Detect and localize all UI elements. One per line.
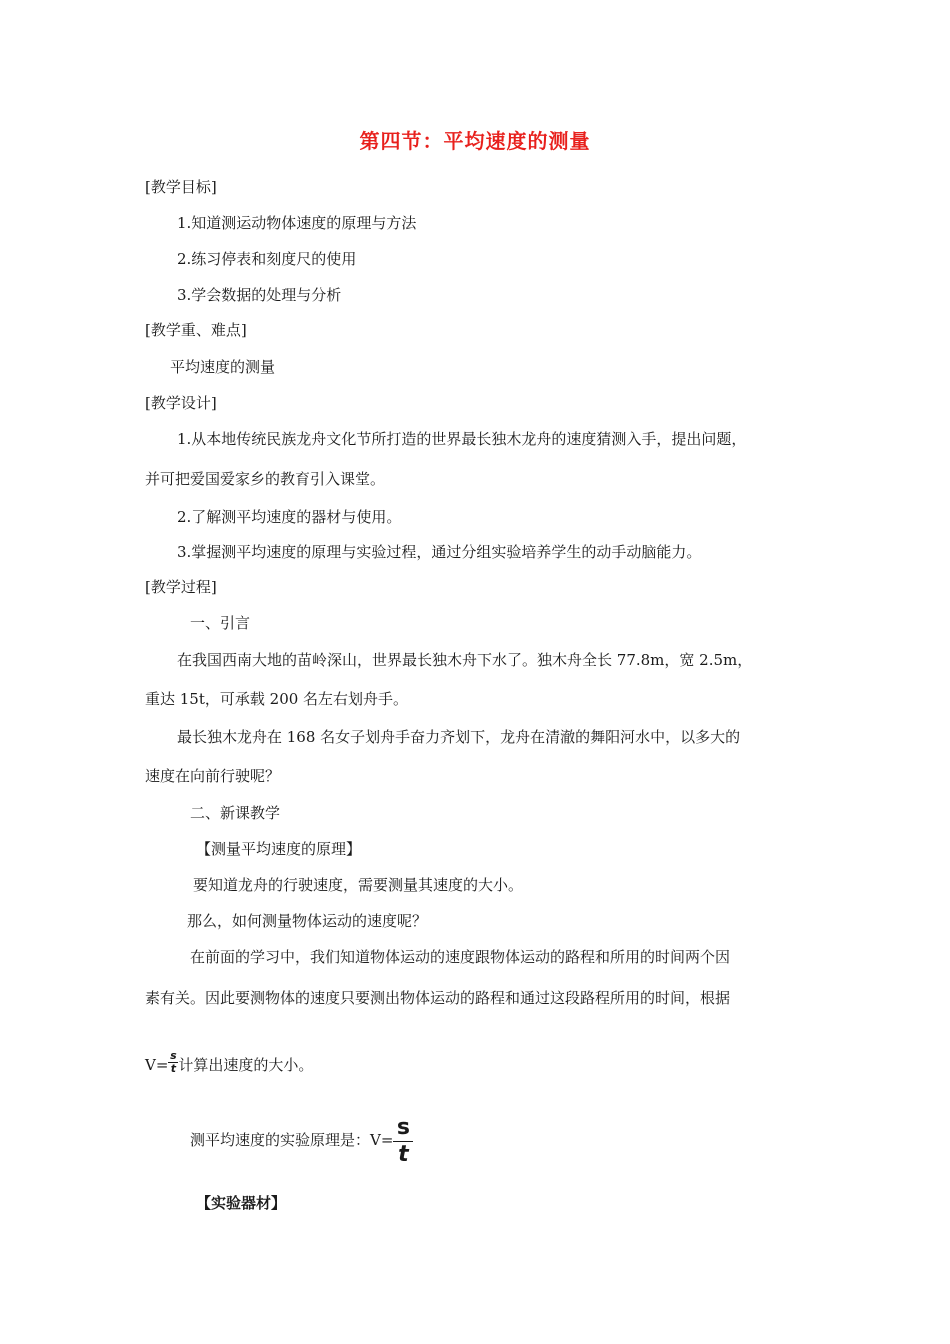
subheading-equipment: 【实验器材】 (196, 1194, 287, 1212)
formula-1-prefix: V= (145, 1056, 169, 1074)
paragraph-2: 最长独木龙舟在 168 名女子划舟手奋力齐划下，龙舟在清澈的舞阳河水中，以多大的 (177, 728, 741, 746)
paragraph-4: 那么，如何测量物体运动的速度呢？ (187, 912, 428, 930)
objective-2: 2.练习停表和刻度尺的使用 (177, 250, 357, 268)
formula-1-suffix: 计算出速度的大小。 (178, 1056, 314, 1074)
key-point: 平均速度的测量 (170, 358, 276, 376)
formula-2-prefix: 测平均速度的实验原理是：V= (190, 1131, 394, 1149)
paragraph-1: 在我国西南大地的苗岭深山，世界最长独木舟下水了。独木舟全长 77.8m，宽 2.5m， (177, 651, 753, 669)
objective-3: 3.学会数据的处理与分析 (177, 286, 342, 304)
paragraph-5-cont: 素有关。因此要测物体的速度只要测出物体运动的路程和通过这段路程所用的时间，根据 (145, 989, 731, 1007)
formula-2-fraction (393, 1115, 413, 1168)
design-item-1-cont: 并可把爱国爱家乡的教育引入课堂。 (145, 470, 386, 488)
section-heading-key-points: [教学重、难点] (145, 321, 247, 339)
formula-line-2 (190, 1112, 413, 1168)
subheading-introduction: 一、引言 (190, 614, 251, 632)
page-title: 第四节：平均速度的测量 (359, 129, 591, 153)
design-item-2: 2.了解测平均速度的器材与使用。 (177, 508, 402, 526)
paragraph-5: 在前面的学习中，我们知道物体运动的速度跟物体运动的路程和所用的时间两个因 (190, 948, 731, 966)
paragraph-3: 要知道龙舟的行驶速度，需要测量其速度的大小。 (193, 876, 524, 894)
design-item-3: 3.掌握测平均速度的原理与实验过程，通过分组实验培养学生的动手动脑能力。 (177, 543, 702, 561)
formula-line-1 (145, 1049, 314, 1075)
formula-2-numerator: s (393, 1115, 413, 1142)
design-item-1: 1.从本地传统民族龙舟文化节所打造的世界最长独木龙舟的速度猜测入手，提出问题， (177, 430, 747, 448)
section-heading-objectives: [教学目标] (145, 178, 217, 196)
formula-2-denominator: t (398, 1141, 409, 1167)
formula-1-fraction (168, 1050, 178, 1074)
formula-1-denominator: t (170, 1062, 177, 1075)
objective-1: 1.知道测运动物体速度的原理与方法 (177, 214, 417, 232)
section-heading-design: [教学设计] (145, 394, 217, 412)
subheading-new-lesson: 二、新课教学 (190, 804, 281, 822)
section-heading-process: [教学过程] (145, 578, 217, 596)
paragraph-2-cont: 速度在向前行驶呢？ (145, 767, 281, 785)
formula-1-numerator: s (170, 1049, 177, 1062)
paragraph-1-cont: 重达 15t，可承载 200 名左右划舟手。 (145, 690, 409, 708)
subheading-principle: 【测量平均速度的原理】 (196, 840, 362, 858)
